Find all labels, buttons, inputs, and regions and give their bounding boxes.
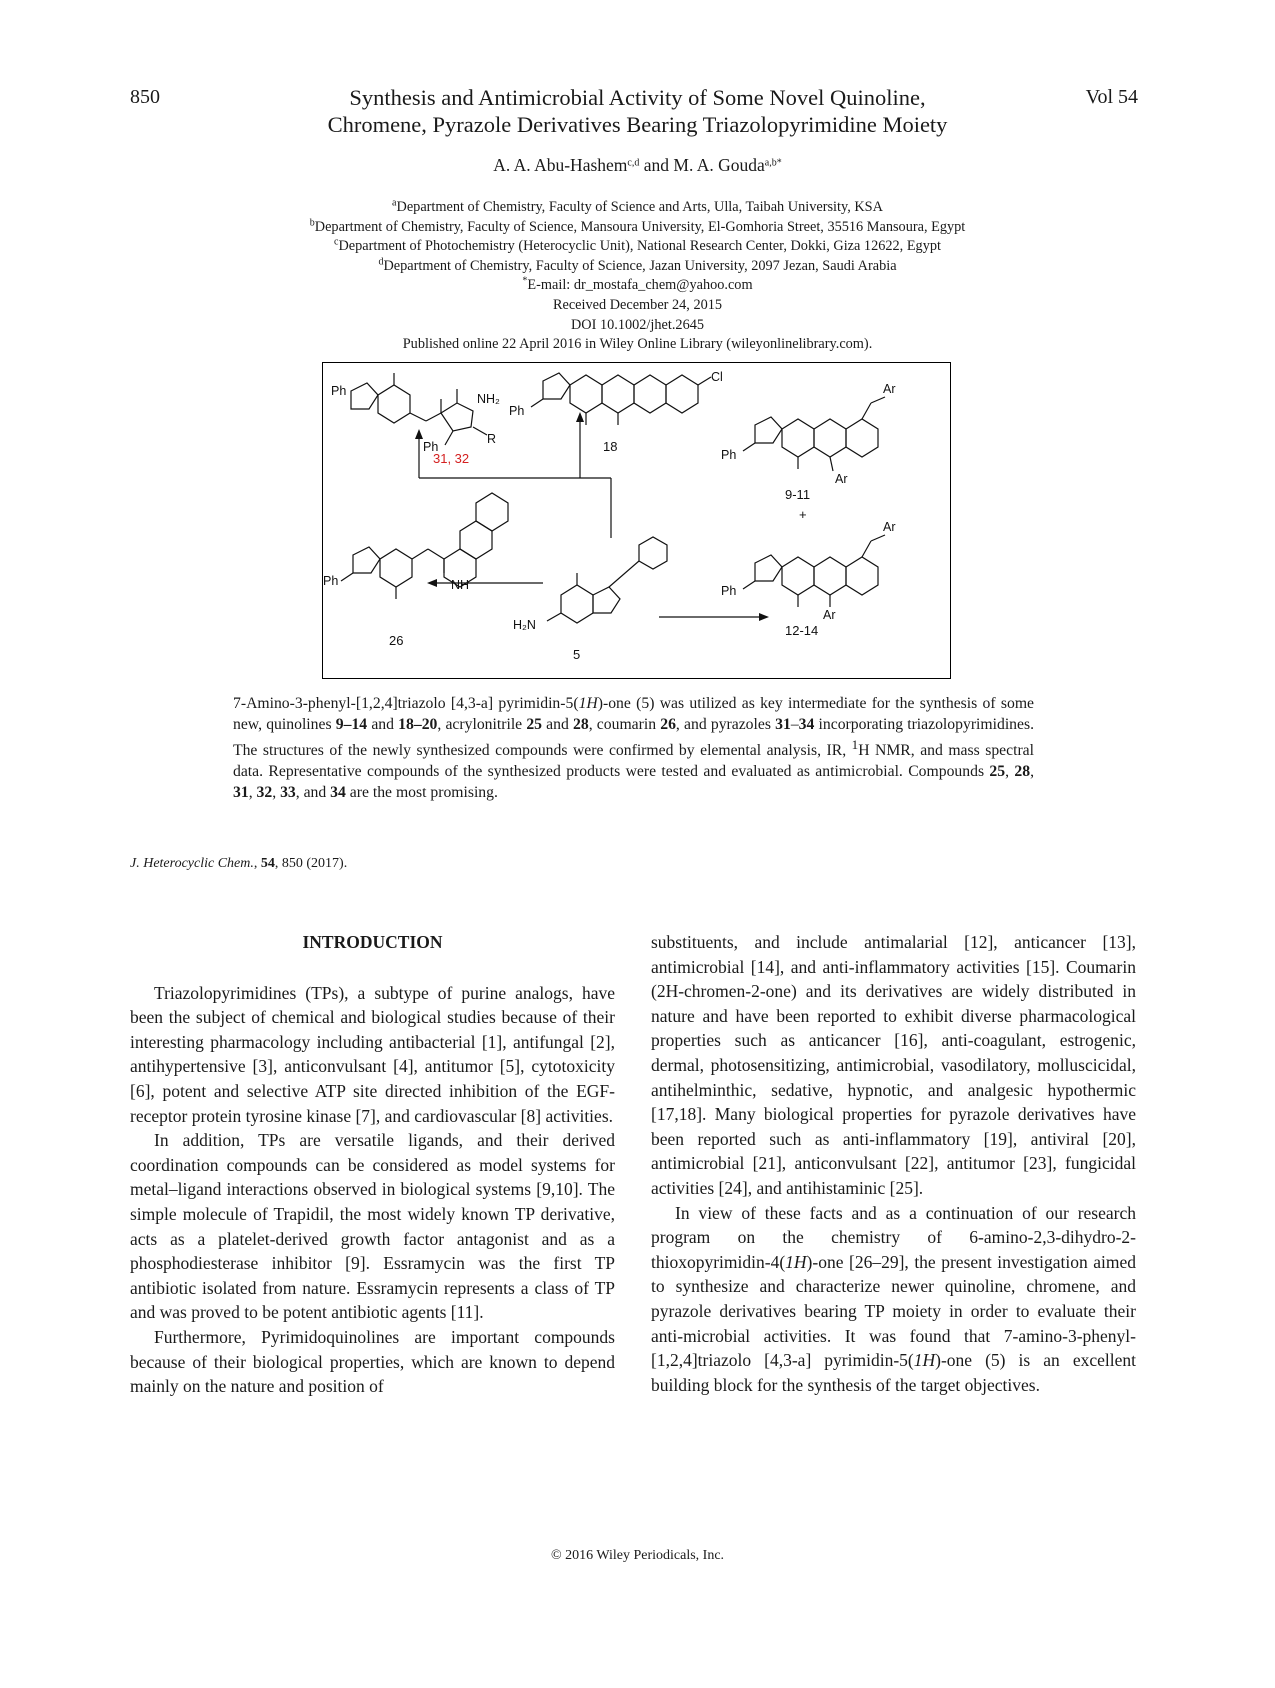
section-heading-introduction: INTRODUCTION [302, 932, 443, 952]
email-link[interactable]: E-mail: dr_mostafa_chem@yahoo.com [527, 277, 753, 294]
journal-volume: 54 [260, 856, 275, 871]
article-title [240, 84, 1035, 138]
label-compound-26: 26 [389, 633, 404, 648]
label-compound-9-11: 9-11 [785, 487, 811, 502]
title-line-2: Chromene, Pyrazole Derivatives Bearing Triazolopyrimidine Moiety [327, 112, 948, 137]
body-column-left [130, 930, 615, 1399]
affiliation-b [150, 218, 1125, 238]
label-ph-4: Ph [721, 448, 737, 462]
intro-paragraph-4: substituents, and include antimalarial [12], anticancer [13], antimicrobial [14], and anti-inflammatory activities [15]. Coumarin (2H-chromen-2-one) and its derivatives are widely distributed in nature and have been reported to exhibit diverse pharmacological properties such as anticancer [16], anti-coagulant, estrogenic, dermal, photosensitizing, antimicrobial, vasodilatory, molluscicidal, antihelminthic, sedative, hypnotic, and analgesic hypothermic [17,18]. Many biological properties for pyrazole derivatives have been reported such as anti-inflammatory [19], antiviral [20], antimicrobial [21], anticonvulsant [22], antitumor [23], fungicidal activities [24], and antihistaminic [25]. [651, 932, 1136, 1198]
abstract-run: , [1030, 763, 1035, 781]
para-run: In view of these facts and as a continuation of our research program on the chemistry of 6-amino-2,3-dihydro-2-thioxopyrimidin-4( [651, 1202, 1136, 1272]
affil-sup: b [309, 217, 315, 229]
compound-ref: 31 [233, 783, 249, 801]
intro-paragraph-1: Triazolopyrimidines (TPs), a subtype of purine analogs, have been the subject of chemical and biological studies because of their interesting pharmacology including antibacterial [1], antifungal [2], antihypertensive [3], anticonvulsant [4], antitumor [5], cytotoxicity [6], potent and selective ATP site directed inhibition of the EGF-receptor protein tyrosine kinase [7], and cardiovascular [8] activities. [130, 982, 615, 1126]
label-cl: Cl [711, 370, 723, 384]
affil-text: Department of Chemistry, Faculty of Science, Mansoura University, El-Gomhoria Street, 35516 Mansoura, Egypt [314, 218, 966, 235]
abstract-run: , and [295, 783, 331, 801]
affiliation-c [150, 237, 1125, 257]
author-1-affil: c,d [627, 157, 640, 169]
abstract-run: )-one (5) was utilized as key intermediate for the synthesis of some new, quinolines [233, 695, 1034, 733]
author-2: M. A. Gouda [673, 155, 765, 175]
page-number: 850 [130, 86, 160, 108]
label-ph-5: Ph [721, 584, 737, 598]
published-online: Published online 22 April 2016 in Wiley Online Library (wileyonlinelibrary.com). [402, 336, 873, 353]
abstract-run: , and pyrazoles [675, 715, 776, 733]
author-1: A. A. Abu-Hashem [493, 155, 628, 175]
intro-paragraph-2: In addition, TPs are versatile ligands, and their derived coordination compounds can be considered as model systems for metal–ligand interactions observed in biological systems [9,10]. The simple molecule of Trapidil, the most widely known TP derivative, acts as a platelet-derived growth factor antagonist and as a phosphodiesterase inhibitor [9]. Essramycin was the first TP antibiotic isolated from nature. Essramycin represents a class of TP and was proved to be potent antibiotic agents [11]. [130, 1130, 615, 1323]
intro-paragraph-5 [651, 1201, 1136, 1398]
label-compound-5: 5 [573, 647, 581, 662]
label-ar-2: Ar [835, 472, 848, 486]
label-plus: + [799, 507, 807, 522]
abstract-run: H NMR, and mass spectral data. Representative compounds of the synthesized products were tested and evaluated as antimicrobial. Compounds [233, 742, 1034, 781]
label-nh2: NH₂ [477, 392, 500, 406]
author-2-affil: a,b* [764, 157, 782, 169]
abstract-sup: 1 [851, 737, 859, 753]
label-compound-18: 18 [603, 439, 618, 454]
label-ph-2: Ph [423, 440, 439, 454]
affiliations [150, 198, 1125, 355]
affil-text: Department of Chemistry, Faculty of Science and Arts, Ulla, Taibah University, KSA [396, 199, 883, 215]
abstract-run: 7-Amino-3-phenyl-[1,2,4]triazolo [4,3-a] pyrimidin-5( [233, 695, 579, 712]
abstract-run: and [367, 715, 399, 733]
abstract [233, 694, 1034, 803]
label-ph-1: Ph [331, 384, 347, 398]
abstract-run: , acrylonitrile [437, 715, 527, 733]
author-join: and [639, 155, 674, 175]
abstract-run: and [542, 715, 574, 733]
volume-label: Vol 54 [1085, 86, 1138, 108]
compound-ref: 26 [660, 715, 676, 733]
compound-ref: 34 [798, 715, 815, 733]
body-column-right [651, 930, 1136, 1397]
citation-sep: , [253, 856, 261, 871]
compound-ref: 34 [330, 783, 346, 801]
abstract-run: , [248, 783, 257, 801]
email-sup: * [522, 275, 528, 287]
label-h2n: H₂N [513, 618, 536, 632]
affil-text: Department of Photochemistry (Heterocyclic Unit), National Research Center, Dokki, Giza 12622, Egypt [338, 238, 941, 255]
compound-ref: 25 [526, 715, 542, 733]
affiliation-d [150, 257, 1125, 277]
abstract-text [233, 694, 1034, 803]
received-date: Received December 24, 2015 [552, 296, 723, 313]
label-compound-12-14: 12-14 [785, 623, 819, 638]
label-ph-6: Ph [323, 574, 339, 588]
compound-ref: 28 [1014, 763, 1031, 781]
compound-ref: 28 [573, 715, 589, 733]
affil-sup: a [392, 197, 397, 209]
graphical-abstract-scheme [322, 362, 951, 679]
reaction-scheme-drawing [323, 363, 950, 678]
label-ph-3: Ph [509, 404, 525, 418]
label-ar-3: Ar [883, 520, 896, 534]
affil-text: Department of Chemistry, Faculty of Science, Jazan University, 2097 Jezan, Saudi Arabia [383, 257, 897, 274]
abstract-run: incorporating triazolopyrimidines. The structures of the newly synthesized compounds were confirmed by elemental analysis, IR, [233, 715, 1035, 760]
abstract-run: , [272, 783, 281, 801]
label-nh: NH [451, 578, 470, 592]
affil-sup: d [378, 256, 384, 268]
email-line [150, 276, 1125, 296]
label-r: R [487, 432, 497, 446]
intro-paragraph-3: Furthermore, Pyrimidoquinolines are important compounds because of their biological properties, which are known to depend mainly on the nature and position of [130, 1326, 615, 1397]
journal-citation [130, 856, 347, 872]
compound-ref: 9–14 [335, 715, 368, 733]
para-italic: 1H [913, 1350, 936, 1371]
journal-name: J. Heterocyclic Chem. [130, 856, 254, 871]
abstract-italic: 1H [578, 695, 598, 712]
para-run: )-one (5) is an excellent building block for the synthesis of the target objectives. [651, 1350, 1136, 1395]
affiliation-a [150, 198, 1125, 218]
title-line-1: Synthesis and Antimicrobial Activity of Some Novel Quinoline, [349, 85, 926, 110]
para-run: )-one [26–29], the present investigation aimed to synthesize and characterize newer quinoline, chromene, and pyrazole derivatives bearing TP moiety in order to evaluate their anti-microbial activities. It was found that 7-amino-3-phenyl-[1,2,4]triazolo [4,3-a] pyrimidin-5( [651, 1251, 1136, 1371]
compound-ref: 32 [256, 783, 273, 801]
abstract-run: , coumarin [588, 715, 661, 733]
author-line [240, 155, 1035, 176]
para-italic: 1H [785, 1251, 807, 1272]
copyright-footer: © 2016 Wiley Periodicals, Inc. [550, 1548, 725, 1563]
label-ar-4: Ar [823, 608, 836, 622]
label-ar-1: Ar [883, 382, 896, 396]
abstract-run: – [790, 715, 799, 733]
citation-rest: , 850 (2017). [274, 856, 348, 871]
label-31-32: 31, 32 [433, 451, 470, 466]
abstract-run: are the most promising. [345, 783, 498, 801]
compound-ref: 31 [775, 715, 791, 733]
compound-ref: 25 [989, 763, 1006, 781]
abstract-run: , [1005, 763, 1015, 781]
compound-ref: 33 [280, 783, 296, 801]
doi[interactable]: DOI 10.1002/jhet.2645 [570, 316, 705, 333]
compound-ref: 18–20 [398, 715, 438, 733]
affil-sup: c [334, 236, 339, 248]
